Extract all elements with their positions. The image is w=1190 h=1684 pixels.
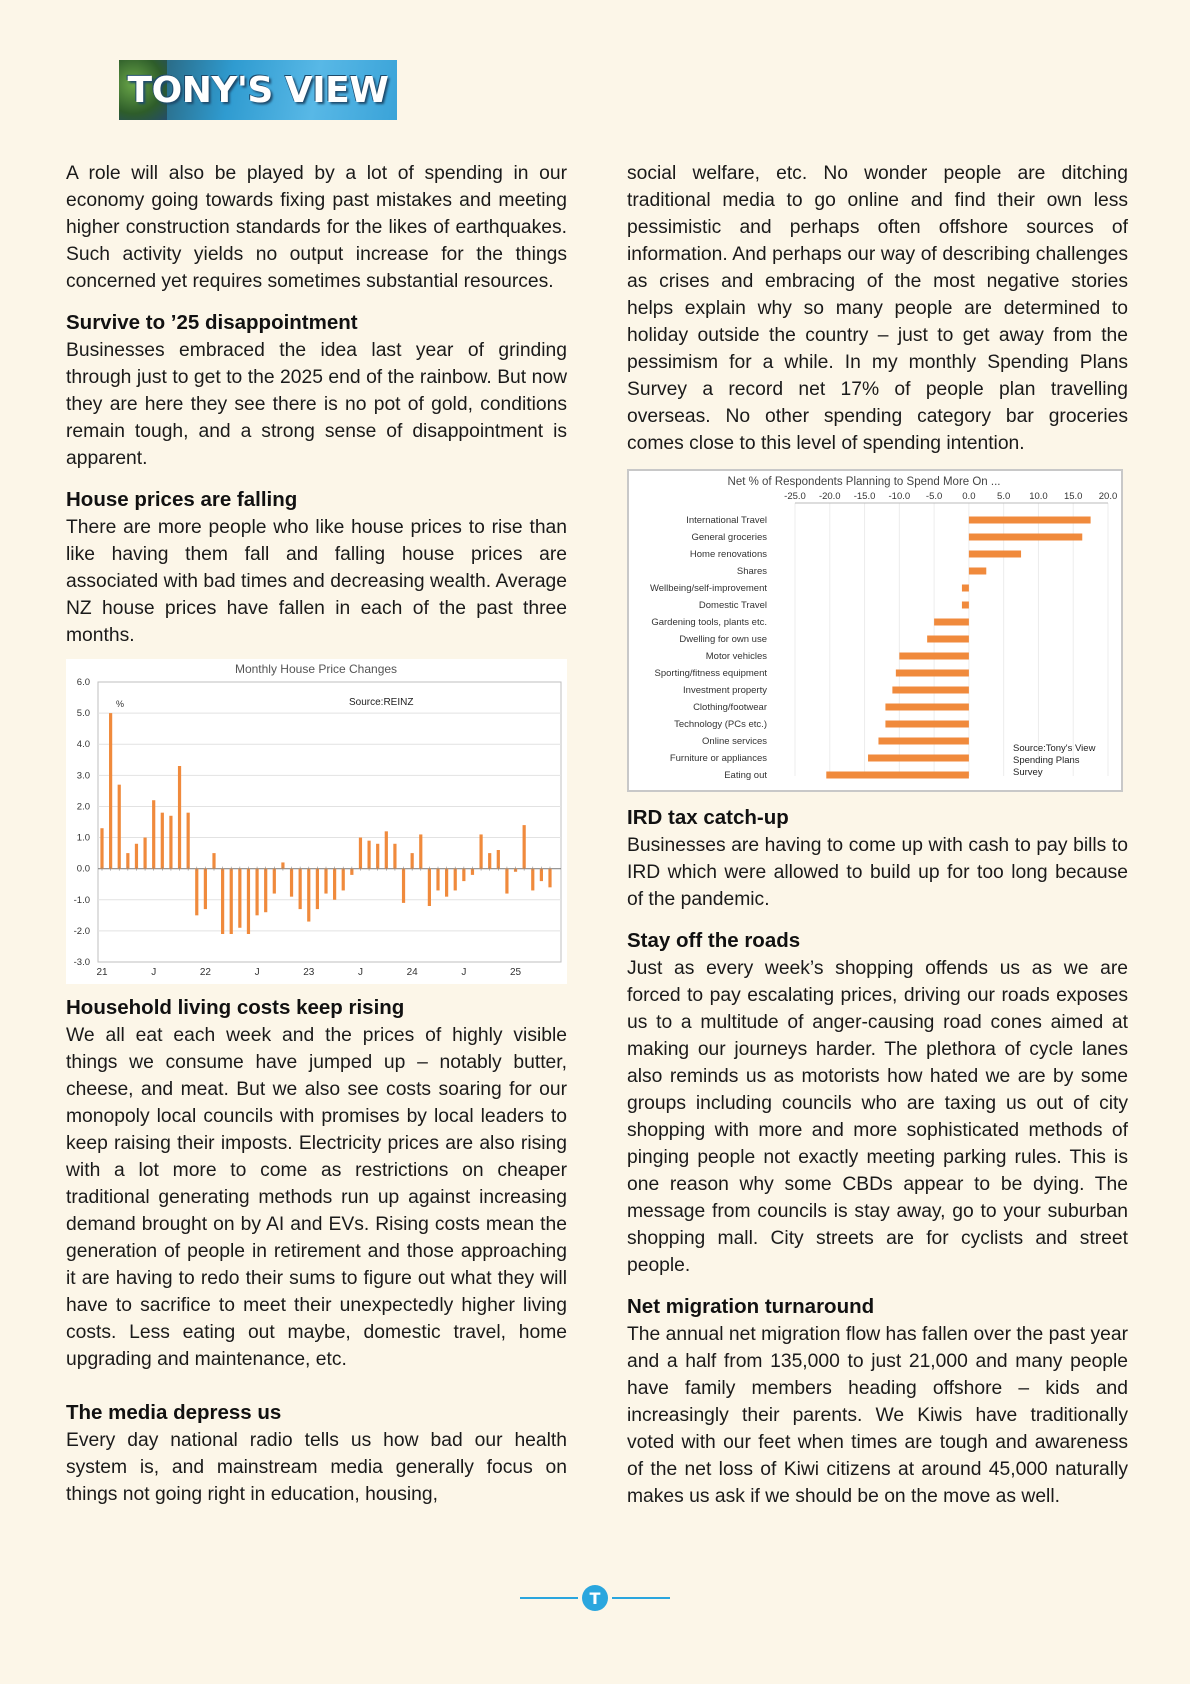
x-tick-label: 21 xyxy=(96,967,108,978)
bar xyxy=(454,869,457,891)
bar xyxy=(885,721,968,728)
bar xyxy=(178,766,181,869)
x-tick-label: 10.0 xyxy=(1029,491,1048,502)
category-label: International Travel xyxy=(686,515,767,526)
chart-source: Source:REINZ xyxy=(349,697,414,708)
bar xyxy=(969,568,986,575)
bar xyxy=(204,869,207,909)
bar xyxy=(161,813,164,869)
bar xyxy=(324,869,327,894)
y-tick-label: 4.0 xyxy=(76,739,90,751)
category-label: Investment property xyxy=(683,685,767,696)
page-footer-marker xyxy=(520,1585,670,1611)
category-label: Shares xyxy=(736,566,767,577)
migration-paragraph: The annual net migration flow has fallen over the past year and a half from 135,000 to just 21,000 and many people have family members heading offshore – kids and increasingly their parents. We Kiwis have traditionally voted with our feet when times are tough and awareness of the net loss of Kiwi citizens at around 45,000 naturally makes us ask if we should be on the move as well. xyxy=(627,1324,1128,1507)
spending-plans-chart xyxy=(627,469,1123,792)
source-line-1: Source:Tony's View xyxy=(1013,743,1096,754)
bar xyxy=(109,713,112,869)
bar xyxy=(264,869,267,913)
bar xyxy=(927,636,969,643)
bar xyxy=(962,602,969,609)
left-column xyxy=(66,160,567,1508)
bar xyxy=(367,841,370,869)
right-column xyxy=(627,160,1128,1510)
bar xyxy=(299,869,302,909)
bar xyxy=(290,869,293,897)
bar xyxy=(316,869,319,909)
x-tick-label: -5.0 xyxy=(925,491,943,502)
bar xyxy=(247,869,250,934)
bar xyxy=(255,869,258,916)
house-prices-paragraph: There are more people who like house prices to rise than like having them fall and falling house prices are associated with bad times and decreasing wealth. Average NZ house prices have fallen in each of the past three months. xyxy=(66,517,567,646)
bar xyxy=(826,772,969,779)
x-tick-label: -10.0 xyxy=(888,491,911,502)
bar xyxy=(359,838,362,869)
x-tick-label: -25.0 xyxy=(784,491,806,502)
bar xyxy=(342,869,345,891)
x-tick-label: 24 xyxy=(406,967,418,978)
x-tick-label: 0.0 xyxy=(962,491,976,502)
y-tick-label: 2.0 xyxy=(76,801,90,813)
bar xyxy=(118,785,121,869)
bar xyxy=(934,619,969,626)
heading-migration: Net migration turnaround xyxy=(627,1295,875,1318)
bar xyxy=(885,704,968,711)
y-tick-label: 5.0 xyxy=(76,708,90,720)
x-tick-label: J xyxy=(151,967,157,978)
bar xyxy=(969,551,1021,558)
bar xyxy=(531,869,534,891)
x-tick-label: J xyxy=(461,967,467,978)
y-tick-label: 6.0 xyxy=(76,677,90,688)
heading-survive-25: Survive to ’25 disappointment xyxy=(66,311,358,334)
heading-house-prices: House prices are falling xyxy=(66,488,298,511)
chart-source xyxy=(1013,743,1098,778)
bar xyxy=(445,869,448,897)
x-tick-label: J xyxy=(254,967,260,978)
y-tick-label: -3.0 xyxy=(73,957,90,968)
x-tick-label: 25 xyxy=(509,967,522,978)
source-line-3: Survey xyxy=(1013,767,1043,778)
category-label: Gardening tools, plants etc. xyxy=(651,617,767,628)
bar xyxy=(899,653,969,660)
x-tick-label: 5.0 xyxy=(997,491,1011,502)
bar xyxy=(143,838,146,869)
bar xyxy=(187,813,190,869)
chart-title: Net % of Respondents Planning to Spend More On ... xyxy=(727,476,1001,488)
bar xyxy=(100,828,103,868)
media-continued-paragraph: social welfare, etc. No wonder people are ditching traditional media to go online and find their own less pessimistic and perhaps often offshore sources of information. And perhaps our way of describing challenges as crises and embracing of the most negative stories helps explain why so many people are determined to holiday outside the country – just to get away from the pessimism for a while. In my monthly Spending Plans Survey a record net 17% of people plan travelling overseas. No other spending category bar groceries comes close to this level of spending intention. xyxy=(627,163,1128,454)
bar xyxy=(523,825,526,869)
y-unit-label: % xyxy=(116,699,125,709)
bar xyxy=(962,585,969,592)
bar xyxy=(428,869,431,906)
bar xyxy=(488,853,491,869)
house-price-chart-svg xyxy=(66,659,567,984)
x-tick-label: -15.0 xyxy=(853,491,876,502)
x-tick-label: 15.0 xyxy=(1063,491,1083,502)
bar xyxy=(307,869,310,922)
category-label: Home renovations xyxy=(689,549,767,560)
bar xyxy=(376,844,379,869)
heading-living-costs: Household living costs keep rising xyxy=(66,996,405,1019)
bar xyxy=(135,844,138,869)
category-label: Technology (PCs etc.) xyxy=(674,719,767,730)
bar xyxy=(878,738,968,745)
bar xyxy=(411,853,414,869)
x-tick-label: 23 xyxy=(303,967,315,978)
heading-media: The media depress us xyxy=(66,1401,282,1424)
bar xyxy=(969,534,1082,541)
logo-text: TONY'S VIEW xyxy=(127,69,389,111)
bar xyxy=(479,834,482,868)
bar xyxy=(169,816,172,869)
y-tick-label: 3.0 xyxy=(76,770,90,782)
category-label: Online services xyxy=(702,736,767,747)
tonys-view-logo xyxy=(119,60,397,120)
bar xyxy=(212,853,215,869)
category-label: Motor vehicles xyxy=(705,651,767,662)
category-label: Clothing/footwear xyxy=(693,702,767,713)
x-tick-label: -20.0 xyxy=(818,491,841,502)
source-line-2: Spending Plans xyxy=(1013,755,1080,766)
x-tick-label: 22 xyxy=(199,967,211,978)
bar xyxy=(892,687,969,694)
chart-title: Monthly House Price Changes xyxy=(234,662,398,676)
bar xyxy=(419,834,422,868)
category-label: Furniture or appliances xyxy=(669,753,767,764)
bar xyxy=(402,869,405,903)
bar xyxy=(221,869,224,934)
footer-t-icon: T xyxy=(582,1585,608,1611)
y-tick-label: 1.0 xyxy=(76,832,90,844)
category-label: Sporting/fitness equipment xyxy=(654,668,767,679)
bar xyxy=(393,844,396,869)
category-label: Dwelling for own use xyxy=(679,634,767,645)
living-costs-paragraph: We all eat each week and the prices of highly visible things we consume have jumped up – notably butter, cheese, and meat. But we also see costs soaring for our monopoly local councils with promises by local leaders to keep raising their imposts. Electricity prices are also rising with a lot more to come as restrictions on cheaper traditional generating methods run up against increasing demand brought on by AI and EVs. Rising costs mean the generation of people in retirement and those approaching it are having to redo their sums to figure out what they will have to sacrifice to meet their unexpectedly higher living costs. Less eating out maybe, domestic travel, home upgrading and maintenance, etc. xyxy=(66,1025,567,1370)
bar xyxy=(230,869,233,934)
bar xyxy=(505,869,508,894)
category-label: Eating out xyxy=(724,770,767,781)
bar xyxy=(969,517,1091,524)
survive-paragraph: Businesses embraced the idea last year of grinding through just to get to the 2025 end of the rainbow. But now they are here they see there is no pot of gold, conditions remain tough, and a strong sense of disappointment is apparent. xyxy=(66,340,567,469)
y-tick-label: -1.0 xyxy=(73,894,90,906)
x-tick-label: J xyxy=(357,967,363,978)
footer-line-right xyxy=(612,1597,670,1599)
bar xyxy=(195,869,198,916)
roads-paragraph: Just as every week’s shopping offends us as we are forced to pay escalating prices, driving our roads exposes us to a multitude of anger-causing road cones aimed at making our journeys harder. The plethora of cycle lanes also reminds us as motorists how hated we are by some groups including councils who are taxing us out of city shopping with more and more sophisticated methods of pinging people not exactly meeting parking rules. This is one reason why some CBDs appear to be dying. The message from councils is stay away, go to your suburban shopping mall. City streets are for cyclists and street people. xyxy=(627,958,1128,1276)
x-tick-label: 20.0 xyxy=(1098,491,1118,502)
bar xyxy=(126,853,129,869)
bar xyxy=(497,850,500,869)
plot-frame xyxy=(98,682,561,962)
bar xyxy=(436,869,439,891)
bar xyxy=(273,869,276,894)
category-label: Wellbeing/self-improvement xyxy=(649,583,767,594)
intro-paragraph: A role will also be played by a lot of spending in our economy going towards fixing past mistakes and meeting higher construction standards for the likes of earthquakes. Such activity yields no output increase for the things concerned yet requires sometimes substantial resources. xyxy=(66,163,567,292)
heading-ird: IRD tax catch-up xyxy=(627,806,789,829)
bar xyxy=(238,869,241,928)
bar xyxy=(333,869,336,900)
house-price-chart xyxy=(66,659,567,984)
bar xyxy=(152,800,155,868)
category-label: Domestic Travel xyxy=(698,600,767,611)
footer-line-left xyxy=(520,1597,578,1599)
bar xyxy=(385,831,388,868)
media-paragraph: Every day national radio tells us how bad our health system is, and mainstream media generally focus on things not going right in education, housing, xyxy=(66,1430,567,1505)
category-label: General groceries xyxy=(691,532,767,543)
bar xyxy=(548,869,551,888)
y-tick-label: 0.0 xyxy=(76,863,90,875)
heading-roads: Stay off the roads xyxy=(627,929,801,952)
y-tick-label: -2.0 xyxy=(73,925,90,937)
spending-plans-chart-svg xyxy=(629,471,1121,790)
bar xyxy=(868,755,969,762)
bar xyxy=(896,670,969,677)
ird-paragraph: Businesses are having to come up with cash to pay bills to IRD which were allowed to build up for too long because of the pandemic. xyxy=(627,835,1128,910)
